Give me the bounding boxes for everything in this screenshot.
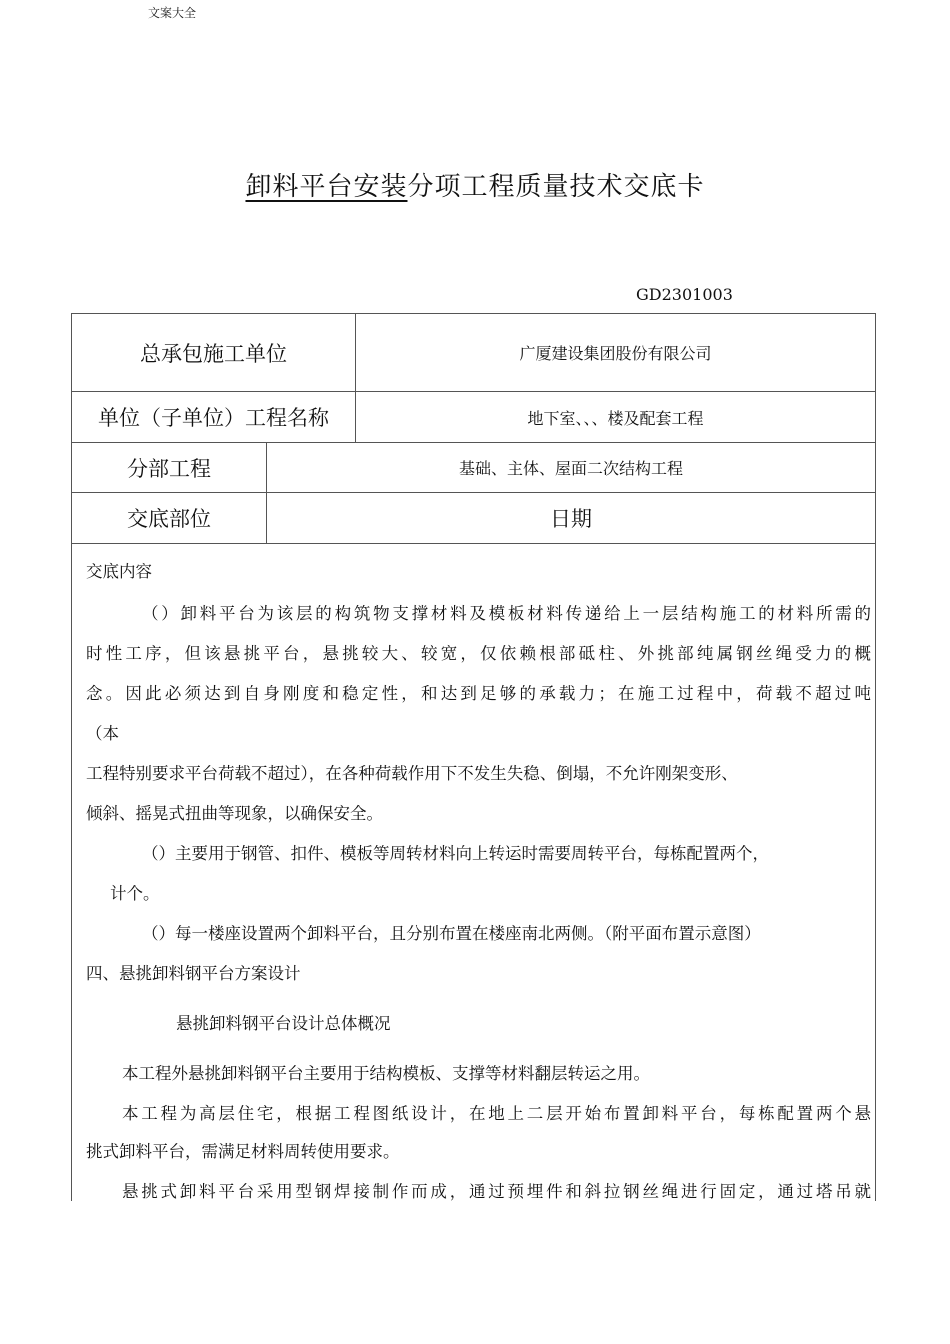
sub-project-value: 基础、主体、屋面二次结构工程 xyxy=(458,459,683,478)
subsection-heading: 悬挑卸料钢平台设计总体概况 xyxy=(176,1014,391,1033)
project-name-label: 单位（子单位）工程名称 xyxy=(98,406,329,430)
content-heading: 交底内容 xyxy=(86,562,152,581)
content-line: 倾斜、摇晃式扭曲等现象，以确保安全。 xyxy=(86,804,383,823)
content-line: 念。因此必须达到自身刚度和稳定性，和达到足够的承载力；在施工过程中，荷载不超过吨 xyxy=(86,684,871,703)
project-name-value: 地下室、、、楼及配套工程 xyxy=(527,408,704,428)
content-line: （）每一楼座设置两个卸料平台，且分别布置在楼座南北两侧。（附平面布置示意图） xyxy=(142,924,761,943)
header-mark: 文案大全 xyxy=(148,6,197,20)
row-project-name xyxy=(72,392,875,443)
content-line: 挑式卸料平台，需满足材料周转使用要求。 xyxy=(86,1142,400,1161)
row-location xyxy=(72,493,875,544)
content-line: 本工程为高层住宅，根据工程图纸设计，在地上二层开始布置卸料平台，每栋配置两个悬 xyxy=(122,1104,871,1123)
general-contractor-label: 总承包施工单位 xyxy=(140,341,287,366)
row-sub-project xyxy=(72,443,875,493)
content-line: 工程特别要求平台荷载不超过），在各种荷载作用下不发生失稳、倒塌，不允许刚架变形、 xyxy=(86,764,738,783)
disclosure-table xyxy=(71,313,876,1201)
section-heading: 四、悬挑卸料钢平台方案设计 xyxy=(86,964,301,983)
content-line: 悬挑式卸料平台采用型钢焊接制作而成，通过预埋件和斜拉钢丝绳进行固定，通过塔吊就 xyxy=(122,1182,871,1201)
content-line: 计个。 xyxy=(110,884,160,903)
content-line: （本 xyxy=(86,724,119,743)
content-line: （）主要用于钢管、扣件、模板等周转材料向上转运时需要周转平台，每栋配置两个， xyxy=(142,844,769,863)
date-label: 日期 xyxy=(550,507,592,531)
document-code: GD2301003 xyxy=(636,285,733,304)
general-contractor-value: 广厦建设集团股份有限公司 xyxy=(519,344,712,363)
sub-project-label: 分部工程 xyxy=(127,456,211,481)
document-title xyxy=(0,166,950,203)
row-general-contractor xyxy=(72,314,875,392)
content-line: （）卸料平台为该层的构筑物支撑材料及模板材料传递给上一层结构施工的材料所需的 xyxy=(142,604,871,623)
location-label: 交底部位 xyxy=(127,507,211,531)
title-underlined-part: 卸料平台安装 xyxy=(245,172,408,202)
content-line: 本工程外悬挑卸料钢平台主要用于结构模板、支撑等材料翻层转运之用。 xyxy=(122,1064,650,1083)
content-line: 时性工序，但该悬挑平台，悬挑较大、较宽，仅依赖根部砥柱、外挑部纯属钢丝绳受力的概 xyxy=(86,644,871,663)
title-rest: 分项工程质量技术交底卡 xyxy=(407,172,705,202)
